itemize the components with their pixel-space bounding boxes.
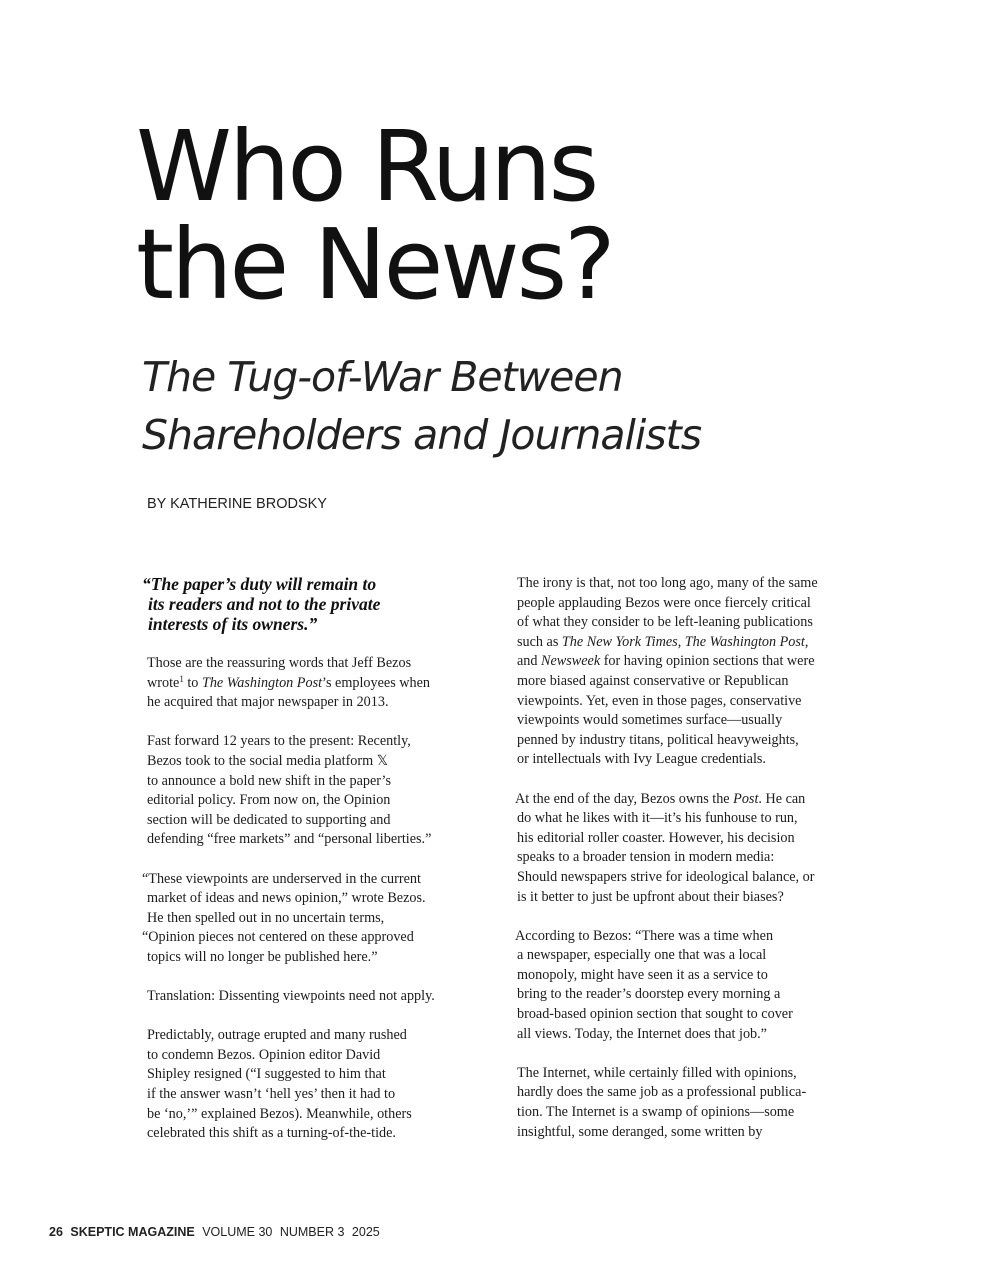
text-run: wrote <box>147 674 180 691</box>
text-line: penned by industry titans, political heavyweights, <box>517 731 799 748</box>
text-line: his editorial roller coaster. However, his decision <box>517 829 795 846</box>
text-line <box>515 790 857 810</box>
text-line: Predictably, outrage erupted and many rushed <box>147 1027 407 1044</box>
text-line: insightful, some deranged, some written by <box>517 1123 763 1140</box>
text-line: editorial policy. From now on, the Opinion <box>147 792 391 809</box>
text-line: of what they consider to be left-leaning publications <box>517 614 813 631</box>
text-run: such as <box>517 633 562 650</box>
text-run: for having opinion sections that were <box>600 653 815 670</box>
text-run: to <box>183 674 202 691</box>
text-line: people applauding Bezos were once fiercely critical <box>517 594 811 611</box>
paragraph <box>147 1026 482 1144</box>
text-line: speaks to a broader tension in modern media: <box>517 849 775 866</box>
paragraph <box>147 987 482 1007</box>
pull-quote <box>142 574 482 634</box>
text-run: . He can <box>758 790 806 807</box>
paragraph <box>147 732 482 850</box>
text-line: market of ideas and news opinion,” wrote Bezos. <box>147 890 426 907</box>
pull-quote-line: “The paper’s duty will remain to <box>142 574 377 594</box>
footnote-ref[interactable]: 1 <box>179 673 184 684</box>
subtitle-line: Shareholders and Journalists <box>142 411 702 459</box>
publication-name: Post <box>733 790 759 807</box>
publication-name: The Washington Post <box>684 633 805 650</box>
article-title <box>136 110 896 321</box>
issue-number: NUMBER 3 <box>279 1225 345 1239</box>
text-line: viewpoints would sometimes surface—usually <box>517 712 783 729</box>
title-line: Who Runs <box>136 110 597 223</box>
paragraph <box>142 870 482 968</box>
text-line: to condemn Bezos. Opinion editor David <box>147 1046 381 1063</box>
text-line: defending “free markets” and “personal liberties.” <box>147 831 432 848</box>
text-line: celebrated this shift as a turning-of-the-tide. <box>147 1125 396 1142</box>
text-line: a newspaper, especially one that was a local <box>517 947 767 964</box>
text-line: Bezos took to the social media platform 𝕏 <box>147 752 389 769</box>
left-column <box>142 574 482 1163</box>
text-line: topics will no longer be published here.” <box>147 948 378 965</box>
text-line: According to Bezos: “There was a time when <box>515 927 774 944</box>
pull-quote-line: interests of its owners.” <box>148 614 318 634</box>
text-line: all views. Today, the Internet does that job.” <box>517 1025 767 1042</box>
paragraph <box>517 1064 857 1142</box>
text-line: do what he likes with it—it’s his funhouse to run, <box>517 810 798 827</box>
text-line: The irony is that, not too long ago, many of the same <box>517 575 818 591</box>
text-line: section will be dedicated to supporting and <box>147 811 391 828</box>
volume-label: VOLUME 30 <box>202 1225 273 1239</box>
text-line <box>517 633 857 653</box>
publication-name: The Washington Post <box>201 674 323 691</box>
text-line: Fast forward 12 years to the present: Recently, <box>147 733 411 750</box>
subtitle-line: The Tug-of-War Between <box>142 353 623 401</box>
paragraph <box>147 654 482 713</box>
text-line: he acquired that major newspaper in 2013. <box>147 694 389 711</box>
paragraph <box>517 574 857 770</box>
text-line: to announce a bold new shift in the paper’s <box>147 772 392 789</box>
text-line: is it better to just be upfront about their biases? <box>517 888 784 905</box>
text-line: be ‘no,’” explained Bezos). Meanwhile, others <box>147 1105 412 1122</box>
right-column <box>517 574 857 1162</box>
text-run: ’s employees when <box>322 674 431 691</box>
text-line <box>517 652 857 672</box>
text-run: , <box>677 633 685 650</box>
text-line: more biased against conservative or Republican <box>517 672 789 689</box>
article-subtitle <box>142 348 902 464</box>
text-line: “Opinion pieces not centered on these approved <box>142 929 414 946</box>
text-line: The Internet, while certainly filled with opinions, <box>517 1064 797 1081</box>
text-line: “These viewpoints are underserved in the current <box>142 870 421 887</box>
text-line: bring to the reader’s doorstep every morning a <box>517 986 781 1003</box>
paragraph <box>517 790 857 908</box>
page-footer <box>49 1224 384 1240</box>
text-line: or intellectuals with Ivy League credentials. <box>517 751 766 768</box>
text-line: Should newspapers strive for ideological balance, or <box>517 868 815 885</box>
pull-quote-line: its readers and not to the private <box>148 594 381 614</box>
text-line: broad-based opinion section that sought to cover <box>517 1006 793 1023</box>
text-line: viewpoints. Yet, even in those pages, conservative <box>517 692 802 709</box>
text-run: and <box>517 653 542 670</box>
text-run: At the end of the day, Bezos owns the <box>515 790 734 807</box>
byline: BY KATHERINE BRODSKY <box>147 496 327 512</box>
text-line: He then spelled out in no uncertain terms, <box>147 909 385 926</box>
text-line: monopoly, might have seen it as a service to <box>517 966 768 983</box>
page-number: 26 <box>49 1225 63 1239</box>
text-line <box>147 674 482 694</box>
text-line: Shipley resigned (“I suggested to him that <box>147 1066 386 1083</box>
publication-name: Newsweek <box>541 653 601 670</box>
issue-year: 2025 <box>351 1225 380 1239</box>
text-run: , <box>804 633 809 650</box>
text-line: tion. The Internet is a swamp of opinions—some <box>517 1104 795 1121</box>
paragraph <box>517 927 857 1045</box>
text-line: hardly does the same job as a professional publica- <box>517 1084 807 1101</box>
magazine-name: SKEPTIC MAGAZINE <box>70 1225 195 1239</box>
text-line: if the answer wasn’t ‘hell yes’ then it had to <box>147 1086 396 1103</box>
title-line: the News? <box>136 208 613 321</box>
text-line: Those are the reassuring words that Jeff Bezos <box>147 655 412 671</box>
text-line: Translation: Dissenting viewpoints need not apply. <box>147 988 435 1005</box>
publication-name: The New York Times <box>561 633 678 650</box>
